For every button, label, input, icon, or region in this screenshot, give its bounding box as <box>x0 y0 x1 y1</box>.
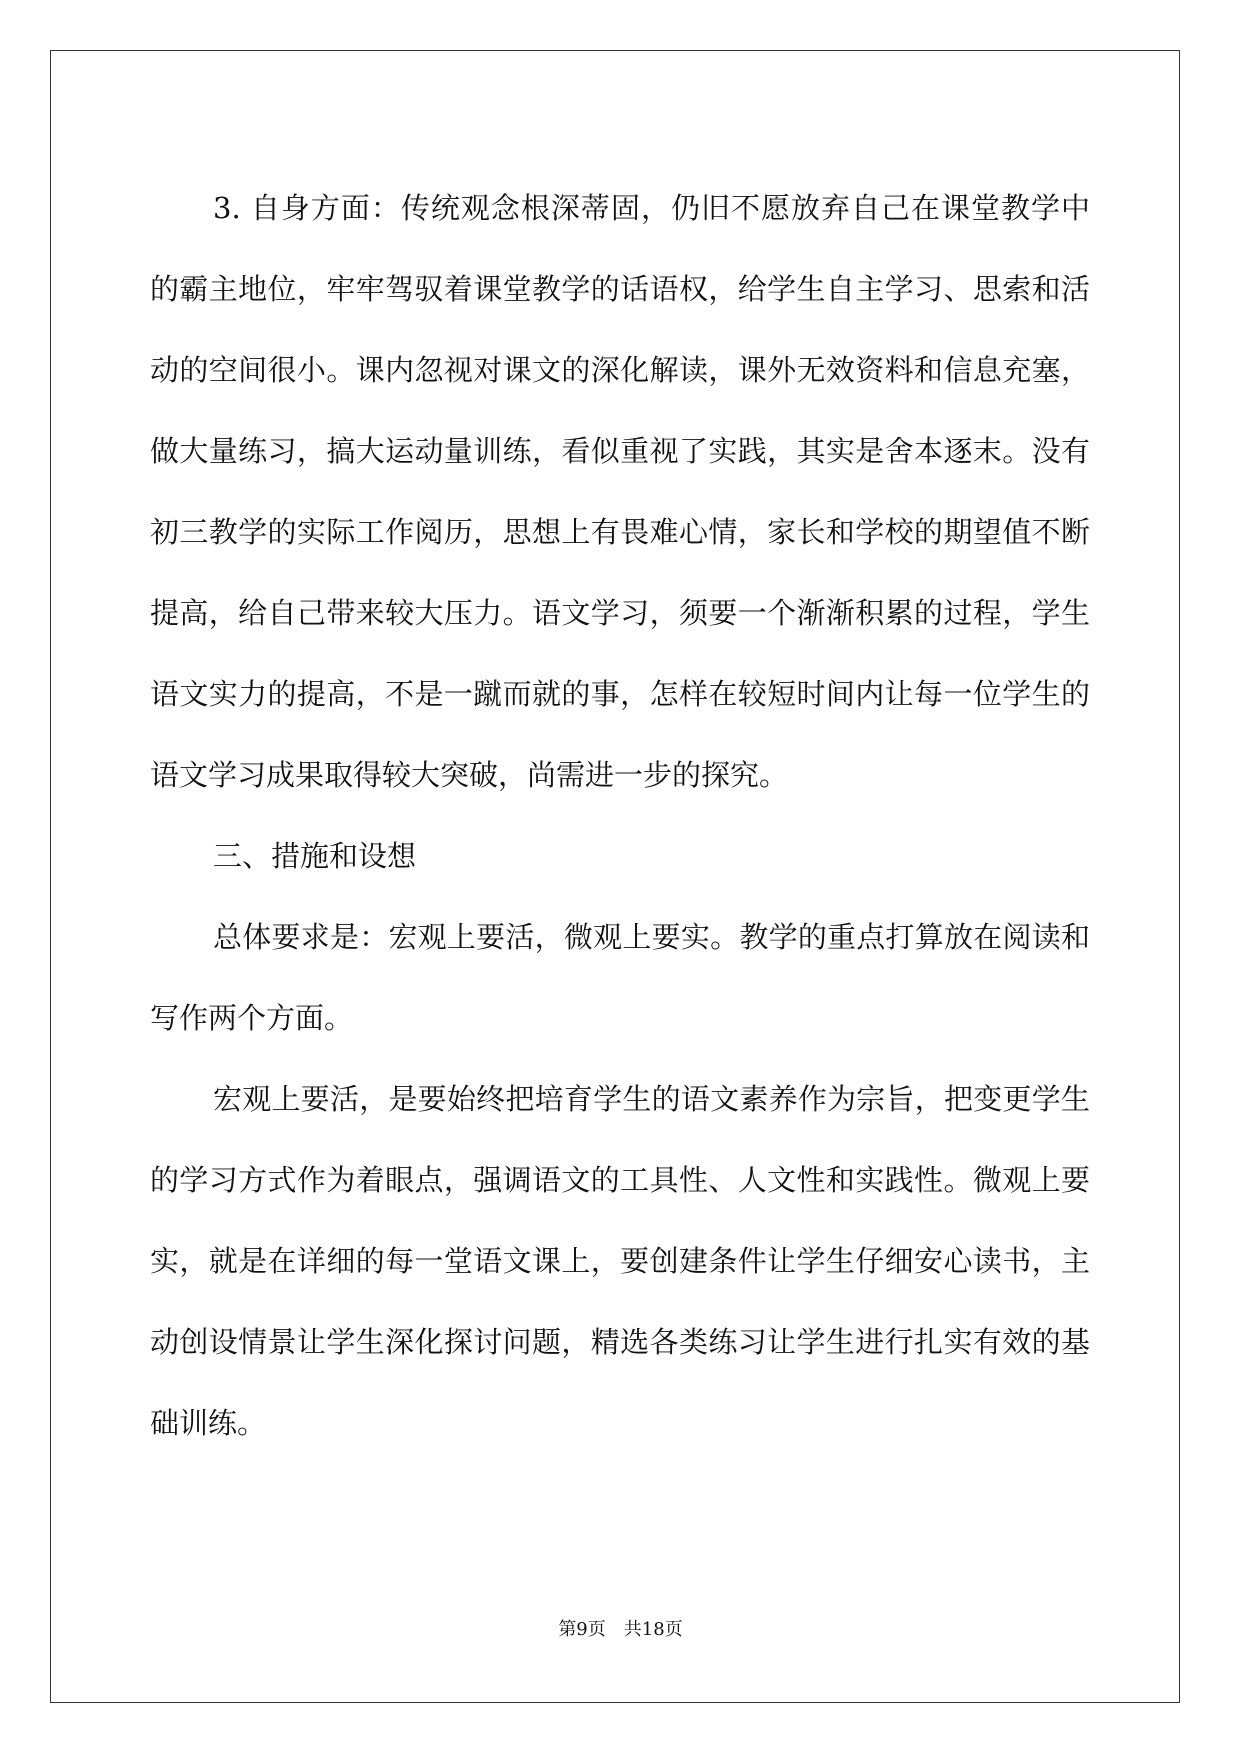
document-body <box>150 168 1090 1464</box>
paragraph-macro-micro: 宏观上要活，是要始终把培育学生的语文素养作为宗旨，把变更学生的学习方式作为着眼点，强调语文的工具性、人文性和实践性。微观上要实，就是在详细的每一堂语文课上，要创建条件让学生仔细安心读书，主动创设情景让学生深化探讨问题，精选各类练习让学生进行扎实有效的基础训练。 <box>150 1082 1090 1440</box>
page-number: 第9页 <box>558 1619 606 1640</box>
section-heading-measures: 三、措施和设想 <box>213 839 417 873</box>
paragraph-overall-requirement: 总体要求是：宏观上要活，微观上要实。教学的重点打算放在阅读和写作两个方面。 <box>150 920 1090 1035</box>
paragraph-self-aspect: 3. 自身方面：传统观念根深蒂固，仍旧不愿放弃自己在课堂教学中的霸主地位，牢牢驾驭着课堂教学的话语权，给学生自主学习、思索和活动的空间很小。课内忽视对课文的深化解读，课外无效资料和信息充塞，做大量练习，搞大运动量训练，看似重视了实践，其实是舍本逐末。没有初三教学的实际工作阅历，思想上有畏难心情，家长和学校的期望值不断提高，给自己带来较大压力。语文学习，须要一个渐渐积累的过程，学生语文实力的提高，不是一蹴而就的事，怎样在较短时间内让每一位学生的语文学习成果取得较大突破，尚需进一步的探究。 <box>150 191 1090 792</box>
page-total: 共18页 <box>623 1619 683 1640</box>
page-footer <box>0 1615 1241 1641</box>
